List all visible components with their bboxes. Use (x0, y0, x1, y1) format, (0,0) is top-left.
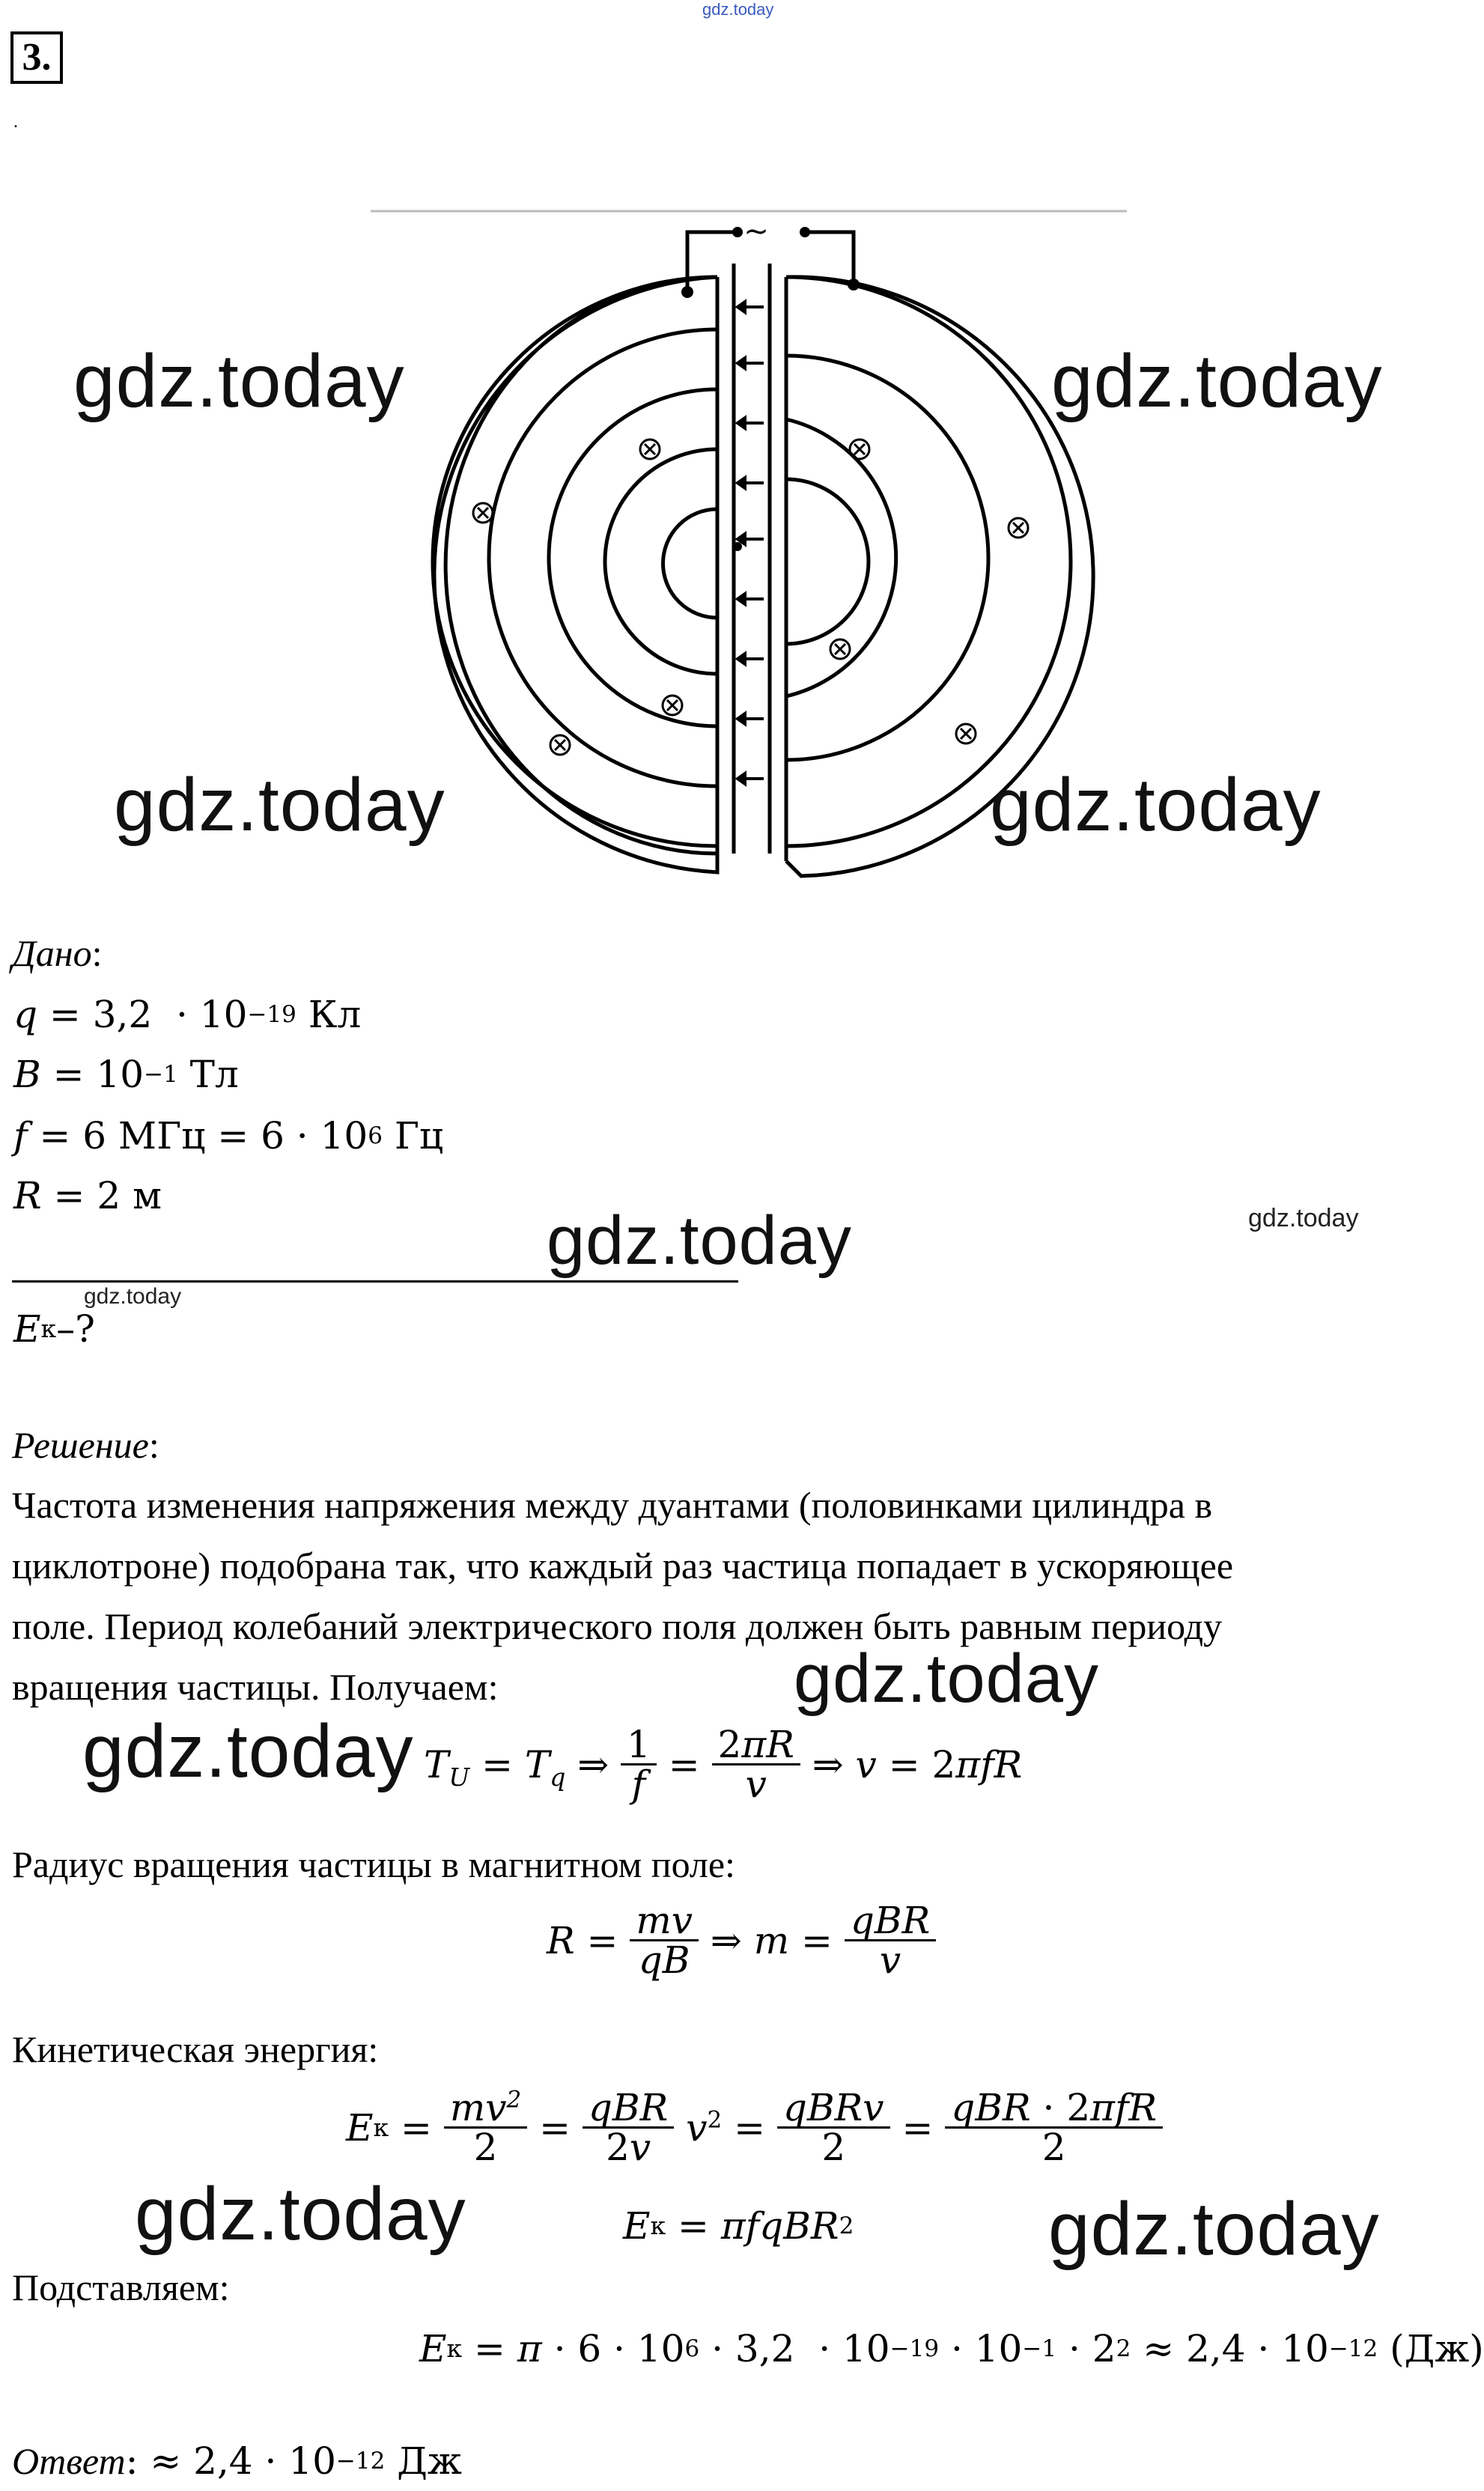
given-b: B = 10 −1 Тл (13, 1053, 239, 1096)
right-orbit-2 (786, 479, 869, 644)
wire-left (687, 232, 734, 292)
stray-dot: . (13, 112, 18, 132)
formula-radius: R = $\frac{mv}{qB}$ ⇒ m = $\frac{\text{qBR}}{v}$ (547, 1902, 936, 1979)
watermark-energy-left: gdz.today (135, 2172, 466, 2256)
watermark-mid-left: gdz.today (114, 763, 445, 847)
magnetic-field-symbols (473, 440, 1028, 755)
formula-energy: E к = $\frac{mv^2}{2}$ = $\frac{\text{qBR}}{2v}$ $v^2$ = $\frac{\text{qBRv}}{2}$ = $\frac{\text{qBR · 2πfR}}{2}$ (346, 2089, 1163, 2166)
energy-text: Кинетическая энергия: (12, 2028, 379, 2070)
solution-paragraph-line-3: поле. Период колебаний электрического поля должен быть равным периоду (12, 1605, 1223, 1647)
watermark-given-line: gdz.today (84, 1284, 182, 1309)
given-r: R = 2 м (13, 1174, 162, 1217)
find-quantity: E к –? (13, 1307, 95, 1351)
given-q: q = 3,2 · 10 −19 Кл (13, 993, 362, 1036)
watermark-top-right: gdz.today (1051, 339, 1383, 423)
solution-paragraph-line-1: Частота изменения напряжения между дуантами (половинками цилиндра в (12, 1484, 1213, 1526)
substitute-text: Подставляем: (12, 2266, 230, 2308)
ac-source-label: ~ (743, 214, 769, 249)
watermark-mid-right: gdz.today (990, 763, 1322, 847)
right-orbit-3 (786, 419, 896, 696)
particle-source (733, 542, 742, 551)
terminal-left (681, 286, 693, 298)
formula-substitution: E к = π · 6 · 10 6 · 3,2 · 10 −19 · 10 −1 · 2 2 ≈ 2,4 · 10 −12 (Дж) (419, 2327, 1484, 2370)
left-orbit-4 (489, 329, 717, 786)
watermark-solution-1: gdz.today (794, 1640, 1099, 1717)
watermark-top-left: gdz.today (73, 339, 405, 423)
solution-paragraph-line-4: вращения частицы. Получаем: (12, 1666, 499, 1708)
watermark-energy-right: gdz.today (1048, 2187, 1380, 2271)
answer: Ответ : ≈ 2,4 · 10 −12 Дж (12, 2439, 462, 2483)
given-heading: Дано : (12, 932, 103, 974)
watermark-given-center: gdz.today (547, 1202, 852, 1279)
watermark-solution-2: gdz.today (82, 1709, 414, 1793)
solution-heading: Решение : (12, 1424, 159, 1466)
left-orbit-2 (605, 449, 717, 674)
formula-energy-result: E к = πfqBR 2 (623, 2204, 854, 2248)
watermark-given-right: gdz.today (1248, 1204, 1359, 1232)
left-orbit-3 (549, 389, 717, 726)
source-watermark: gdz.today (702, 0, 774, 19)
formula-period: $T_U = T_q$ ⇒ $\frac{1}{f}$ = $\frac{2\pi R}{v}$ ⇒ v = 2πfR (424, 1723, 1023, 1806)
solution-paragraph-line-2: циклотроне) подобрана так, что каждый раз частица попадает в ускоряющее (12, 1545, 1234, 1587)
terminal-right (848, 279, 860, 291)
electric-field-arrows (738, 302, 764, 784)
radius-text: Радиус вращения частицы в магнитном поле: (12, 1843, 735, 1885)
task-number: 3. (10, 31, 63, 84)
given-separator (12, 1280, 738, 1283)
left-orbit-1 (663, 509, 718, 618)
given-f: f = 6 МГц = 6 · 10 6 Гц (13, 1114, 444, 1158)
right-orbit-4 (786, 356, 988, 760)
left-dee-outer (433, 277, 717, 846)
